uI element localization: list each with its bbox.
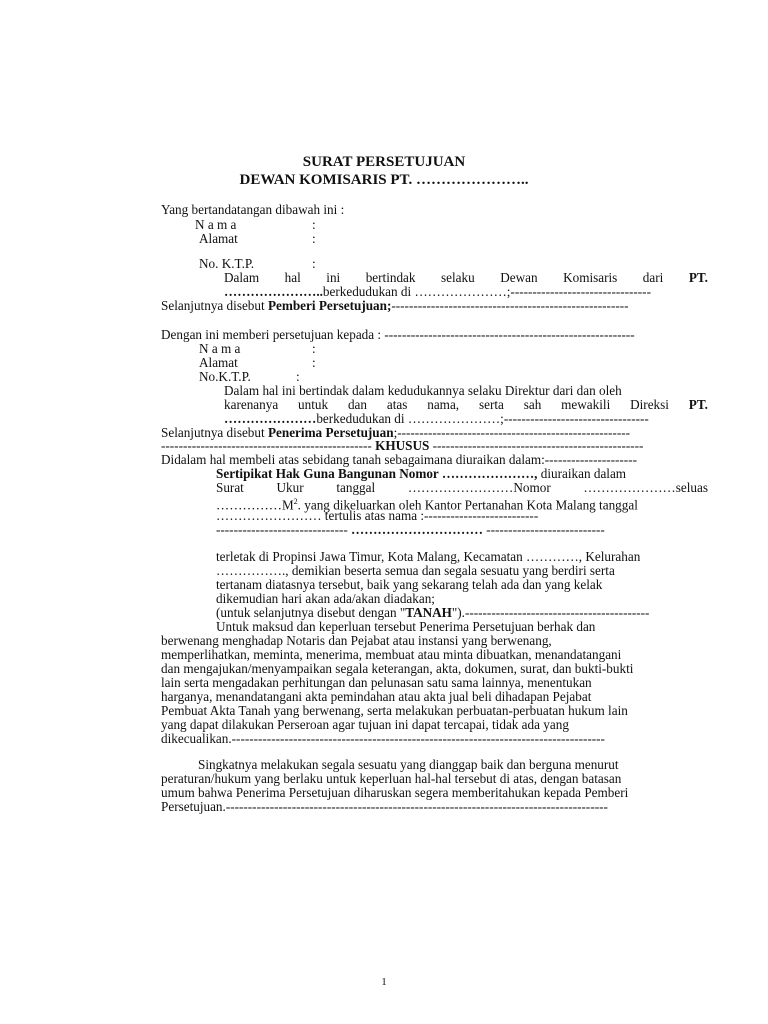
p1-berkedudukan: berkedudukan di …………………;-------------------------------- — [322, 284, 651, 299]
word: tanggal — [336, 480, 376, 495]
p2-berkedudukan: berkedudukan di …………………;--------------------------------- — [316, 411, 649, 426]
untuk-line7: Pembuat Akta Tanah yang berwenang, serta melakukan perbuatan-perbuatan hukum lain — [161, 703, 628, 718]
word: ini — [326, 270, 341, 285]
word: nama, — [427, 397, 460, 412]
p2-ktp-colon: : — [296, 369, 300, 384]
untuk-line1: Untuk maksud dan keperluan tersebut Penerima Persetujuan berhak dan — [216, 619, 596, 634]
word: dan — [347, 397, 367, 412]
sertipikat-line2 — [216, 480, 708, 495]
untuk-line2: berwenang menghadap Notaris dan Pejabat atau instansi yang berwenang, — [161, 633, 552, 648]
khusus-heading — [161, 438, 643, 453]
word: mewakili — [561, 397, 611, 412]
p1-ktp-label: No. K.T.P. — [199, 256, 255, 271]
untuk-line5: lain serta mengadakan perhitungan dan pelunasan satu sama lainnya, menentukan — [161, 675, 592, 690]
p2-ktp-label: No.K.T.P. — [199, 369, 251, 384]
pemberi-persetujuan-term: Pemberi Persetujuan; — [267, 298, 392, 313]
penerima-persetujuan-term: Penerima Persetujuan — [267, 425, 394, 440]
p2-nama-colon: : — [312, 341, 316, 356]
document-title-line2: DEWAN KOMISARIS PT. ………………….. — [239, 172, 529, 188]
untuk-line4: dan mengajukan/menyampaikan segala keterangan, akta, dokumen, surat, dan bukti-bukti — [161, 661, 634, 676]
p2-intro: Dengan ini memberi persetujuan kepada : --------------------------------------------------------- — [161, 327, 635, 342]
sertipikat-line5 — [216, 522, 605, 537]
word-pt: PT. — [688, 270, 708, 285]
untuk-line3: memperlihatkan, meminta, menerima, membuat atau minta dibuatkan, menandatangani — [161, 647, 622, 662]
intro-text: Yang bertandatangan dibawah ini : — [161, 202, 345, 217]
p2-company-placeholder: ………………… — [224, 411, 317, 426]
p1-role-line2 — [224, 284, 651, 299]
word: hal — [284, 270, 301, 285]
text: diuraikan dalam — [537, 466, 627, 481]
bidang-intro: Didalam hal membeli atas sebidang tanah sebagaimana diuraikan dalam:--------------------- — [161, 452, 637, 467]
tanah-term: TANAH — [405, 605, 452, 620]
singkat-line1: Singkatnya melakukan segala sesuatu yang dianggap baik dan berguna menurut — [198, 757, 619, 772]
terletak-line3: tertanam diatasnya tersebut, baik yang sekarang telah ada dan yang kelak — [216, 577, 603, 592]
dashes: ------------------------------ — [216, 522, 352, 537]
p1-role-line1 — [224, 270, 708, 285]
dashes: ").------------------------------------------ — [451, 605, 650, 620]
p1-ktp-colon: : — [312, 256, 316, 271]
text: . yang dikeluarkan oleh Kantor Pertanahan Kota Malang tanggal — [297, 497, 638, 513]
word: atas — [386, 397, 408, 412]
dashes: ------------------------------------------------ — [161, 438, 376, 453]
text: Selanjutnya disebut — [161, 298, 268, 313]
terletak-line5 — [216, 605, 649, 620]
p2-alamat-label: Alamat — [199, 355, 238, 370]
untuk-line6: harganya, menandatangani akta pemindahan atau akta jual beli dihadapan Pejabat — [161, 689, 592, 704]
dashes: ;----------------------------------------------------- — [393, 425, 630, 440]
p2-alamat-colon: : — [312, 355, 316, 370]
text: Selanjutnya disebut — [161, 425, 268, 440]
word: karenanya — [224, 397, 279, 412]
word: ……………………Nomor — [407, 480, 551, 495]
p2-role-line2 — [224, 397, 708, 412]
p1-nama-label: N a m a — [195, 217, 237, 232]
word: serta — [478, 397, 504, 412]
owner-placeholder: ………………………… — [351, 522, 483, 537]
document-title-line1: SURAT PERSETUJUAN — [302, 154, 466, 170]
p1-selanjutnya — [161, 298, 629, 313]
word: selaku — [441, 270, 475, 285]
superscript: 2 — [293, 497, 298, 506]
text: ……………M — [216, 497, 294, 513]
p1-company-placeholder: ………………….. — [224, 284, 323, 299]
word: Direksi — [630, 397, 669, 412]
untuk-line9: dikecualikan.------------------------------------------------------------------------------------- — [161, 731, 605, 746]
word-pt: PT. — [688, 397, 708, 412]
word: Dewan — [500, 270, 538, 285]
singkat-line3: umum bahwa Penerima Persetujuan diharuskan segera memberitahukan kepada Pemberi — [161, 785, 629, 800]
dashes: ------------------------------------------------------ — [391, 298, 629, 313]
dashes: --------------------------- — [482, 522, 605, 537]
p2-role-line3 — [224, 411, 649, 426]
word: sah — [523, 397, 542, 412]
text: (untuk selanjutnya disebut dengan " — [216, 605, 406, 620]
word: dari — [642, 270, 664, 285]
sertipikat-line4: …………………… tertulis atas nama :-------------------------- — [216, 508, 539, 523]
word: Dalam — [224, 270, 260, 285]
word: untuk — [298, 397, 329, 412]
word: Surat — [216, 480, 244, 495]
p2-nama-label: N a m a — [199, 341, 241, 356]
singkat-line2: peraturan/hukum yang berlaku untuk keperluan hal-hal tersebut di atas, dengan batasan — [161, 771, 622, 786]
untuk-line8: yang dapat dilakukan Perseroan agar tujuan ini dapat tercapai, tidak ada yang — [161, 717, 569, 732]
page-number: 1 — [381, 976, 387, 988]
p1-alamat-label: Alamat — [199, 231, 238, 246]
p1-alamat-colon: : — [312, 231, 316, 246]
p2-role-line1: Dalam hal ini bertindak dalam kedudukannya selaku Direktur dari dan oleh — [224, 383, 622, 398]
singkat-line4: Persetujuan.--------------------------------------------------------------------------------------- — [161, 799, 608, 814]
word: Ukur — [276, 480, 304, 495]
khusus-label: KHUSUS — [375, 438, 430, 453]
terletak-line2: ……………., demikian beserta semua dan segala sesuatu yang berdiri serta — [216, 563, 615, 578]
word: Komisaris — [563, 270, 618, 285]
sertipikat-line1 — [216, 466, 626, 481]
dashes: ------------------------------------------------ — [429, 438, 644, 453]
sertipikat-hgb: Sertipikat Hak Guna Bangunan Nomor …………………, — [216, 466, 538, 481]
word: bertindak — [365, 270, 416, 285]
p1-nama-colon: : — [312, 217, 316, 232]
terletak-line1: terletak di Propinsi Jawa Timur, Kota Malang, Kecamatan …………, Kelurahan — [216, 549, 641, 564]
word: …………………seluas — [583, 480, 708, 495]
terletak-line4: dikemudian hari akan ada/akan diadakan; — [216, 591, 435, 606]
